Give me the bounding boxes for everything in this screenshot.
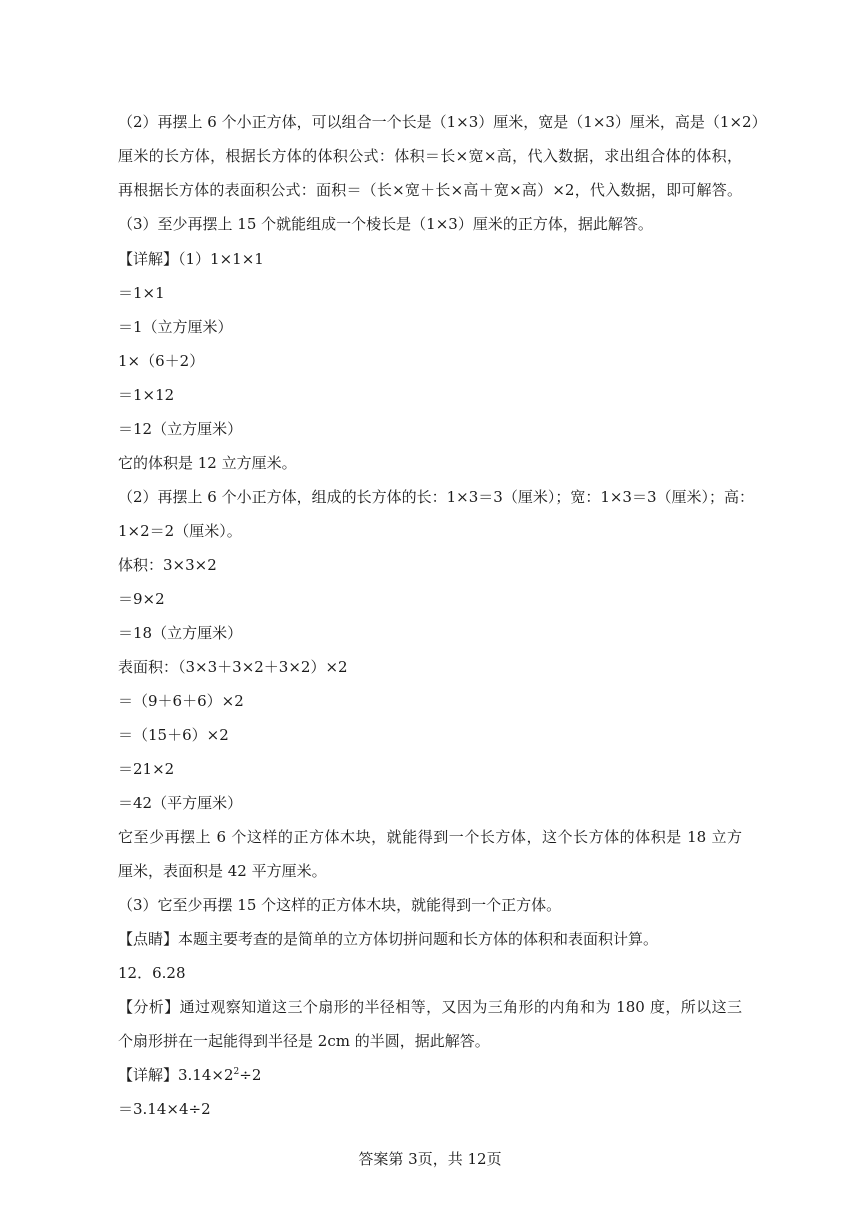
text-line: 厘米，表面积是 42 平方厘米。	[118, 862, 327, 880]
text-line: ＝1×12	[118, 386, 175, 404]
text-line: 1×（6＋2）	[118, 352, 205, 370]
text-line: ＝18（立方厘米）	[118, 624, 243, 642]
text-line: 12．6.28	[118, 964, 186, 982]
text-line: 【详解】（1）1×1×1	[118, 250, 264, 268]
text-line: 再根据长方体的表面积公式：面积＝（长×宽＋长×高＋宽×高）×2，代入数据，即可解答。	[118, 181, 742, 199]
text-line: ＝（9＋6＋6）×2	[118, 692, 244, 710]
text-line: ＝21×2	[118, 760, 175, 778]
text-line: ＝9×2	[118, 590, 165, 608]
text-line: ＝1（立方厘米）	[118, 318, 233, 336]
formula-prefix: 【详解】3.14×	[118, 1066, 224, 1084]
text-line: 【分析】通过观察知道这三个扇形的半径相等，又因为三角形的内角和为 180 度，所以这三	[118, 998, 742, 1016]
text-line: 它至少再摆上 6 个这样的正方体木块，就能得到一个长方体，这个长方体的体积是 18 立方	[118, 828, 742, 846]
text-line: 厘米的长方体，根据长方体的体积公式：体积＝长×宽×高，代入数据，求出组合体的体积，	[118, 147, 742, 165]
text-line: 它的体积是 12 立方厘米。	[118, 454, 297, 472]
page-footer: 答案第 3页，共 12页	[358, 1150, 502, 1168]
formula-exponent: 2	[233, 1067, 240, 1077]
text-line: 【点睛】本题主要考查的是简单的立方体切拼问题和长方体的体积和表面积计算。	[118, 930, 659, 948]
text-line: ＝42（平方厘米）	[118, 794, 243, 812]
text-line: ＝1×1	[118, 284, 165, 302]
formula-line	[118, 1064, 742, 1086]
text-line: ＝（15＋6）×2	[118, 726, 229, 744]
text-line: 个扇形拼在一起能得到半径是 2cm 的半圆，据此解答。	[118, 1032, 490, 1050]
text-line: （3）它至少再摆 15 个这样的正方体木块，就能得到一个正方体。	[118, 896, 562, 914]
text-line: 1×2＝2（厘米）。	[118, 522, 242, 540]
text-line: （3）至少再摆上 15 个就能组成一个棱长是（1×3）厘米的正方体，据此解答。	[118, 215, 653, 233]
formula-suffix: ÷2	[239, 1066, 262, 1084]
text-line: ＝12（立方厘米）	[118, 420, 243, 438]
text-line: （2）再摆上 6 个小正方体，组成的长方体的长：1×3＝3（厘米）；宽：1×3＝3（厘米）；高：	[118, 488, 755, 506]
text-line: 体积：3×3×2	[118, 556, 217, 574]
formula-result-line: ＝3.14×4÷2	[118, 1100, 211, 1118]
formula-base: 2	[223, 1066, 234, 1084]
text-line: 表面积：（3×3＋3×2＋3×2）×2	[118, 658, 348, 676]
text-line: （2）再摆上 6 个小正方体，可以组合一个长是（1×3）厘米，宽是（1×3）厘米，高是（1×2）	[118, 113, 767, 131]
